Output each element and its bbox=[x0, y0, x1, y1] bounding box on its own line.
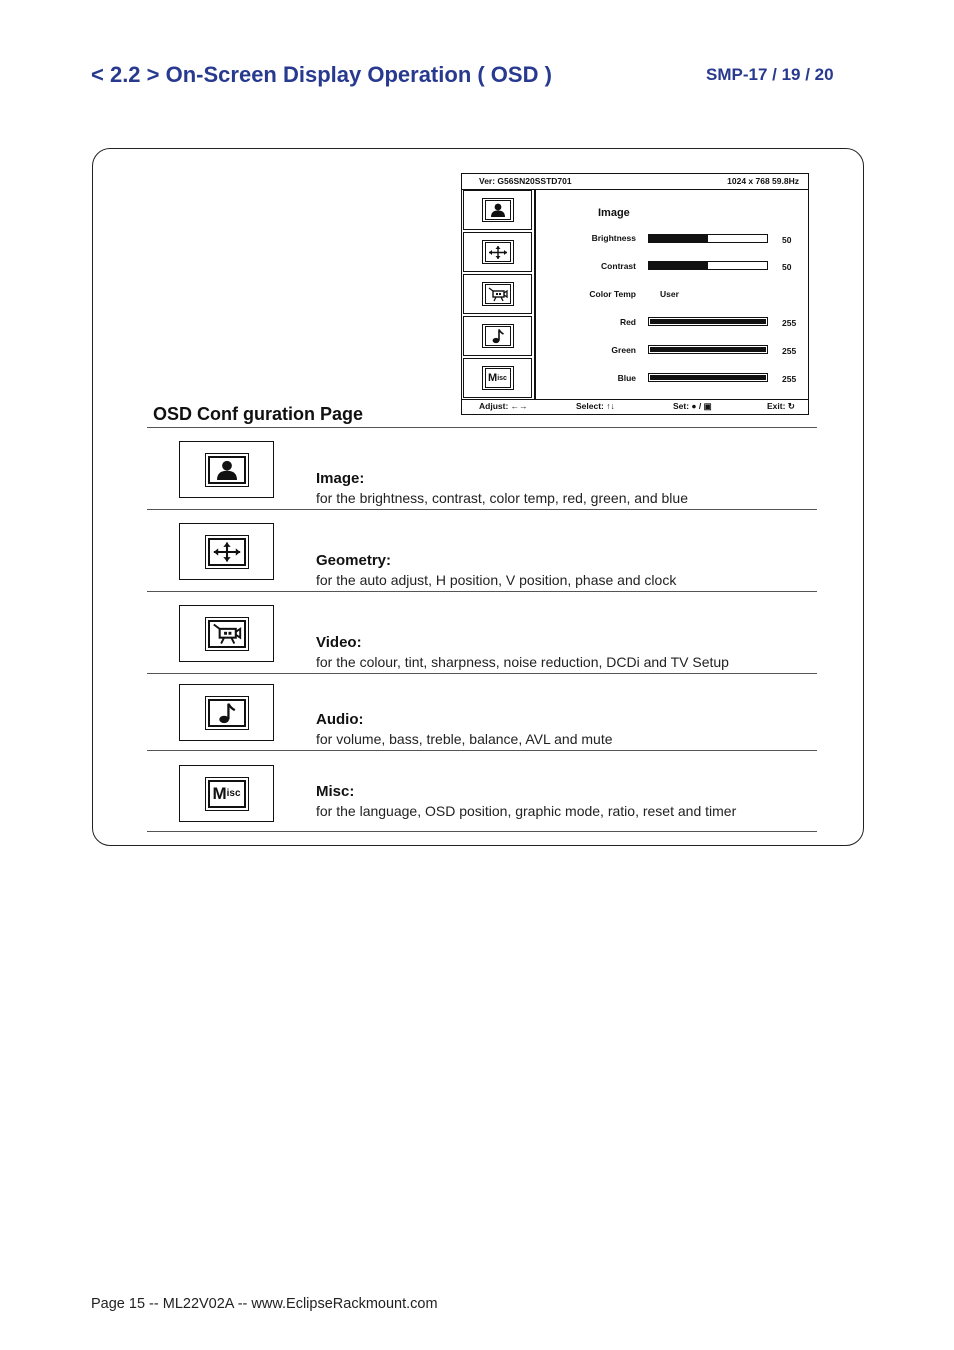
video-camera-icon bbox=[488, 287, 508, 302]
osd-color-temp-value[interactable]: User bbox=[660, 289, 679, 299]
geometry-icon-box bbox=[179, 523, 274, 580]
osd-heading: Image bbox=[598, 207, 630, 219]
osd-hint-adjust: Adjust: ←→ bbox=[479, 401, 528, 411]
osd-green-bar[interactable] bbox=[648, 345, 768, 354]
osd-contrast-fill bbox=[649, 262, 708, 269]
audio-item-name: Audio: bbox=[316, 711, 364, 728]
osd-hint-bar bbox=[462, 399, 808, 414]
osd-label-contrast: Contrast bbox=[601, 261, 636, 271]
osd-version: Ver: G56SN20SSTD701 bbox=[479, 176, 572, 186]
osd-label-color-temp: Color Temp bbox=[589, 289, 636, 299]
geometry-item-name: Geometry: bbox=[316, 552, 392, 569]
osd-mockup bbox=[461, 173, 809, 415]
misc-icon-box bbox=[179, 765, 274, 822]
music-note-icon bbox=[491, 328, 505, 344]
music-note-icon bbox=[217, 701, 237, 725]
misc-icon: M isc bbox=[208, 780, 246, 808]
section-title: OSD Conf guration Page bbox=[153, 404, 364, 424]
model-label: SMP-17 / 19 / 20 bbox=[706, 65, 834, 84]
osd-blue-fill bbox=[649, 374, 767, 381]
divider bbox=[147, 591, 817, 592]
video-icon-box bbox=[179, 605, 274, 662]
misc-item-desc: for the language, OSD position, graphic mode, ratio, reset and timer bbox=[316, 803, 737, 819]
page-footer: Page 15 -- ML22V02A -- www.EclipseRackmount.com bbox=[91, 1296, 438, 1312]
image-item-desc: for the brightness, contrast, color temp, red, green, and blue bbox=[316, 490, 688, 506]
osd-tab-image[interactable] bbox=[463, 190, 532, 230]
person-icon bbox=[489, 203, 507, 217]
osd-label-green: Green bbox=[611, 345, 636, 355]
osd-hint-select: Select: ↑↓ bbox=[576, 401, 615, 411]
osd-label-red: Red bbox=[619, 317, 636, 327]
osd-brightness-value: 50 bbox=[782, 235, 792, 245]
osd-brightness-fill bbox=[649, 235, 708, 242]
osd-blue-bar[interactable] bbox=[648, 373, 768, 382]
osd-contrast-value: 50 bbox=[782, 262, 792, 272]
osd-red-value: 255 bbox=[782, 318, 797, 328]
osd-tab-misc[interactable] bbox=[463, 358, 532, 398]
video-camera-icon bbox=[212, 623, 242, 645]
move-arrows-icon bbox=[212, 541, 242, 563]
misc-item-name: Misc: bbox=[316, 783, 355, 800]
misc-icon: M isc bbox=[485, 368, 511, 388]
video-item-name: Video: bbox=[316, 634, 362, 651]
audio-icon-box bbox=[179, 684, 274, 741]
move-arrows-icon bbox=[488, 245, 508, 260]
page-title: < 2.2 > On-Screen Display Operation ( OSD ) bbox=[91, 62, 552, 87]
osd-red-fill bbox=[649, 318, 767, 325]
osd-tab-audio[interactable] bbox=[463, 316, 532, 356]
osd-label-brightness: Brightness bbox=[591, 233, 636, 243]
osd-tab-column bbox=[462, 189, 536, 400]
osd-green-value: 255 bbox=[782, 346, 797, 356]
osd-tab-geometry[interactable] bbox=[463, 232, 532, 272]
divider bbox=[147, 427, 817, 428]
geometry-item-desc: for the auto adjust, H position, V position, phase and clock bbox=[316, 572, 677, 588]
osd-green-fill bbox=[649, 346, 767, 353]
osd-hint-exit: Exit: ↻ bbox=[767, 401, 795, 411]
audio-item-desc: for volume, bass, treble, balance, AVL and mute bbox=[316, 731, 613, 747]
divider bbox=[147, 509, 817, 510]
osd-tab-video[interactable] bbox=[463, 274, 532, 314]
osd-hint-set: Set: ● / ▣ bbox=[673, 401, 712, 411]
divider bbox=[147, 831, 817, 832]
image-item-name: Image: bbox=[316, 470, 365, 487]
video-item-desc: for the colour, tint, sharpness, noise reduction, DCDi and TV Setup bbox=[316, 654, 729, 670]
osd-red-bar[interactable] bbox=[648, 317, 768, 326]
divider bbox=[147, 750, 817, 751]
image-icon-box bbox=[179, 441, 274, 498]
osd-brightness-bar[interactable] bbox=[648, 234, 768, 243]
osd-blue-value: 255 bbox=[782, 374, 797, 384]
osd-resolution: 1024 x 768 59.8Hz bbox=[727, 176, 799, 186]
osd-contrast-bar[interactable] bbox=[648, 261, 768, 270]
osd-label-blue: Blue bbox=[617, 373, 636, 383]
osd-status-bar bbox=[462, 174, 808, 190]
divider bbox=[147, 673, 817, 674]
person-icon bbox=[214, 460, 240, 480]
